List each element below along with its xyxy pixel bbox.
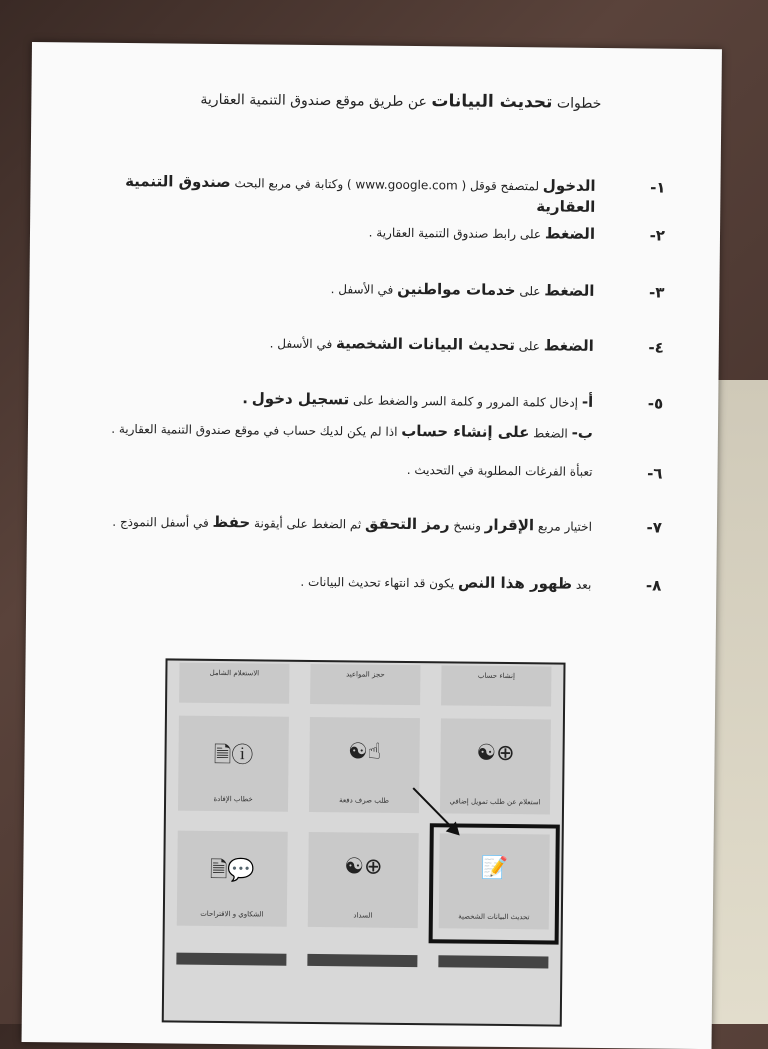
coins-plus-icon: ☯⊕ bbox=[476, 740, 515, 767]
tile-bar bbox=[176, 953, 286, 966]
tile-bot-3: 📝 تحديث البيانات الشخصية bbox=[439, 833, 550, 929]
document-chat-icon: 🗎💬 bbox=[209, 857, 256, 884]
step-number: ٤- bbox=[648, 338, 664, 357]
tile-bot-2: ☯⊕ السداد bbox=[308, 832, 419, 928]
step-5a: أ- إدخال كلمة المرور و كلمة السر والضغط على تسجيل دخول . bbox=[242, 389, 594, 411]
tile-mid-1: 🗎ⓘ خطاب الإفادة bbox=[178, 716, 289, 812]
tile-mid-3: ☯⊕ استعلام عن طلب تمويل إضافي bbox=[440, 718, 551, 814]
step-number: ١- bbox=[650, 178, 666, 197]
coins-plus-icon: ☯⊕ bbox=[344, 854, 383, 880]
document-alert-icon: 🗎ⓘ bbox=[213, 742, 254, 769]
step-1: الدخول لمتصفح قوقل ( www.google.com ) وكتابة في مربع البحث صندوق التنمية العقارية bbox=[125, 171, 596, 216]
step-number: ٨- bbox=[645, 576, 662, 595]
arrow-icon bbox=[408, 783, 469, 844]
tile-bar bbox=[438, 955, 548, 968]
tile-bar bbox=[307, 954, 417, 967]
tile-mid-2: ☯☝ طلب صرف دفعة bbox=[309, 717, 420, 813]
paper-sheet bbox=[22, 42, 722, 1049]
form-edit-icon: 📝 bbox=[480, 855, 509, 882]
step-number: ٢- bbox=[649, 226, 666, 245]
tile-top-2: حجز المواعيد bbox=[310, 664, 420, 705]
step-number: ٥- bbox=[647, 394, 664, 413]
step-3: الضغط على خدمات مواطنين في الأسفل . bbox=[330, 279, 595, 300]
tile-top-1: الاستعلام الشامل bbox=[179, 663, 289, 704]
tile-bot-1: 🗎💬 الشكاوي و الاقتراحات bbox=[177, 831, 288, 927]
page-title: خطوات تحديث البيانات عن طريق موقع صندوق التنمية العقارية bbox=[200, 91, 602, 113]
step-number: ٦- bbox=[647, 464, 663, 483]
step-5b: ب- الضغط على إنشاء حساب اذا لم يكن لديك حساب في موقع صندوق التنمية العقارية . bbox=[111, 421, 594, 442]
step-2: الضغط على رابط صندوق التنمية العقارية . bbox=[368, 224, 596, 243]
coins-hand-icon: ☯☝ bbox=[347, 739, 382, 765]
step-number: ٧- bbox=[646, 518, 663, 537]
step-number: ٣- bbox=[648, 283, 665, 302]
tile-top-3: إنشاء حساب bbox=[441, 665, 551, 706]
embedded-screenshot bbox=[162, 658, 566, 1026]
step-7: اختيار مربع الإقرار ونسخ رمز التحقق ثم الضغط على أيقونة حفظ في أسفل النموذج . bbox=[112, 512, 593, 535]
step-8: بعد ظهور هذا النص يكون قد انتهاء تحديث البيانات . bbox=[300, 573, 592, 593]
step-4: الضغط على تحديث البيانات الشخصية في الأسفل . bbox=[269, 334, 594, 355]
step-6: تعبأة الفرغات المطلوبة في التحديث . bbox=[406, 462, 593, 479]
